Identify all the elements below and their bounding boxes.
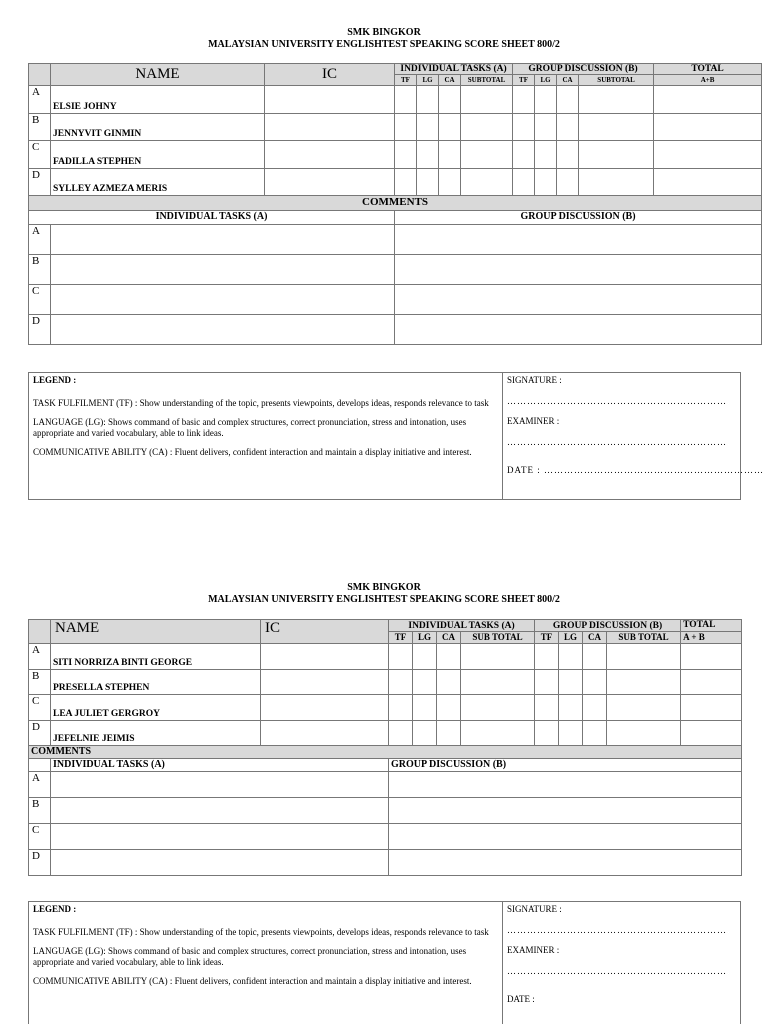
subtotal-header: SUBTOTAL: [579, 75, 654, 86]
ic-header: IC: [261, 620, 389, 644]
legend-lg: LANGUAGE (LG): Shows command of basic and complex structures, correct pronunciation, stress and intonation, uses appropriate and varied vocabulary, able to link ideas.: [33, 946, 467, 967]
subtotal-header: SUB TOTAL: [607, 632, 681, 644]
score-table: [28, 63, 762, 345]
table-row: [29, 670, 742, 695]
score-table: [28, 619, 742, 876]
school-name: SMK BINGKOR: [347, 582, 421, 593]
comment-row: [29, 824, 742, 850]
a-plus-b-header: A + B: [681, 632, 742, 644]
group-discussion-header: GROUP DISCUSSION (B): [535, 620, 681, 632]
row-letter: C: [29, 695, 51, 721]
legend-heading: LEGEND :: [33, 375, 77, 385]
a-plus-b-header: A+B: [654, 75, 762, 86]
lg-header: LG: [559, 632, 583, 644]
school-name: SMK BINGKOR: [347, 27, 421, 38]
signature-label: SIGNATURE :: [507, 375, 562, 385]
legend-tf: TASK FULFILMENT (TF) : Show understanding of the topic, presents viewpoints, develops ideas, responds relevance to task: [33, 927, 489, 937]
student-name: SITI NORRIZA BINTI GEORGE: [51, 644, 261, 670]
individual-tasks-header: INDIVIDUAL TASKS (A): [389, 620, 535, 632]
legend-heading: LEGEND :: [33, 904, 77, 914]
row-letter: B: [29, 798, 51, 824]
signature-line: …………………………………………………………: [507, 396, 727, 406]
legend-tf: TASK FULFILMENT (TF) : Show understanding of the topic, presents viewpoints, develops ideas, responds relevance to task: [33, 398, 489, 408]
individual-tasks-header: INDIVIDUAL TASKS (A): [395, 64, 513, 75]
sheet-title: MALAYSIAN UNIVERSITY ENGLISHTEST SPEAKING SCORE SHEET 800/2: [208, 594, 560, 605]
tf-header: TF: [535, 632, 559, 644]
comment-individual-header: INDIVIDUAL TASKS (A): [51, 759, 389, 772]
subtotal-header: SUB TOTAL: [461, 632, 535, 644]
comment-row: [29, 255, 762, 285]
ic-header: IC: [265, 64, 395, 86]
comment-group-header: GROUP DISCUSSION (B): [395, 211, 762, 225]
comment-row: [29, 225, 762, 255]
legend-lg: LANGUAGE (LG): Shows command of basic and complex structures, correct pronunciation, stress and intonation, uses appropriate and varied vocabulary, able to link ideas.: [33, 417, 467, 438]
student-name: LEA JULIET GERGROY: [51, 695, 261, 721]
student-name: SYLLEY AZMEZA MERIS: [51, 169, 265, 196]
table-row: [29, 169, 762, 196]
row-letter: B: [29, 255, 51, 285]
legend-ca: COMMUNICATIVE ABILITY (CA) : Fluent delivers, confident interaction and maintain a display initiative and interest.: [33, 447, 472, 457]
table-row: [29, 644, 742, 670]
ca-header: CA: [583, 632, 607, 644]
ca-header: CA: [437, 632, 461, 644]
examiner-line: …………………………………………………………: [507, 437, 727, 447]
signature-label: SIGNATURE :: [507, 904, 562, 914]
row-letter: B: [29, 670, 51, 695]
signature-line: …………………………………………………………: [507, 925, 727, 935]
ca-header: CA: [439, 75, 461, 86]
student-name: JENNYVIT GINMIN: [51, 114, 265, 141]
comment-row: [29, 315, 762, 345]
comment-row: [29, 850, 742, 876]
name-header: NAME: [51, 620, 261, 644]
examiner-label: EXAMINER :: [507, 945, 560, 955]
row-letter: A: [29, 772, 51, 798]
tf-header: TF: [513, 75, 535, 86]
row-letter: D: [29, 850, 51, 876]
legend-box: [28, 901, 741, 1024]
comment-row: [29, 285, 762, 315]
comment-row: [29, 798, 742, 824]
total-header: TOTAL: [681, 620, 742, 632]
table-row: [29, 695, 742, 721]
row-letter: D: [29, 315, 51, 345]
lg-header: LG: [417, 75, 439, 86]
row-letter: C: [29, 285, 51, 315]
comments-header: COMMENTS: [29, 196, 762, 211]
comments-header: COMMENTS: [29, 746, 742, 759]
sheet-title: MALAYSIAN UNIVERSITY ENGLISHTEST SPEAKING SCORE SHEET 800/2: [208, 39, 560, 50]
subtotal-header: SUBTOTAL: [461, 75, 513, 86]
lg-header: LG: [535, 75, 557, 86]
legend-box: [28, 372, 764, 500]
date-label: DATE :: [507, 465, 541, 475]
row-letter: C: [29, 824, 51, 850]
legend-ca: COMMUNICATIVE ABILITY (CA) : Fluent delivers, confident interaction and maintain a display initiative and interest.: [33, 976, 472, 986]
group-discussion-header: GROUP DISCUSSION (B): [513, 64, 654, 75]
student-name: JEFELNIE JEIMIS: [51, 721, 261, 746]
total-header: TOTAL: [654, 64, 762, 75]
date-line: …………………………………………………………: [544, 465, 764, 475]
tf-header: TF: [395, 75, 417, 86]
lg-header: LG: [413, 632, 437, 644]
row-letter: A: [29, 225, 51, 255]
date-label: DATE :: [507, 994, 535, 1004]
row-letter: C: [29, 141, 51, 169]
name-header: NAME: [51, 64, 265, 86]
comment-row: [29, 772, 742, 798]
row-letter: D: [29, 169, 51, 196]
examiner-label: EXAMINER :: [507, 416, 560, 426]
comment-individual-header: INDIVIDUAL TASKS (A): [29, 211, 395, 225]
comment-group-header: GROUP DISCUSSION (B): [389, 759, 742, 772]
row-letter: B: [29, 114, 51, 141]
tf-header: TF: [389, 632, 413, 644]
row-letter: A: [29, 86, 51, 114]
table-row: [29, 86, 762, 114]
ca-header: CA: [557, 75, 579, 86]
table-row: [29, 721, 742, 746]
examiner-line: …………………………………………………………: [507, 966, 727, 976]
row-letter: D: [29, 721, 51, 746]
student-name: PRESELLA STEPHEN: [51, 670, 261, 695]
row-letter: A: [29, 644, 51, 670]
student-name: ELSIE JOHNY: [51, 86, 265, 114]
student-name: FADILLA STEPHEN: [51, 141, 265, 169]
table-row: [29, 141, 762, 169]
table-row: [29, 114, 762, 141]
